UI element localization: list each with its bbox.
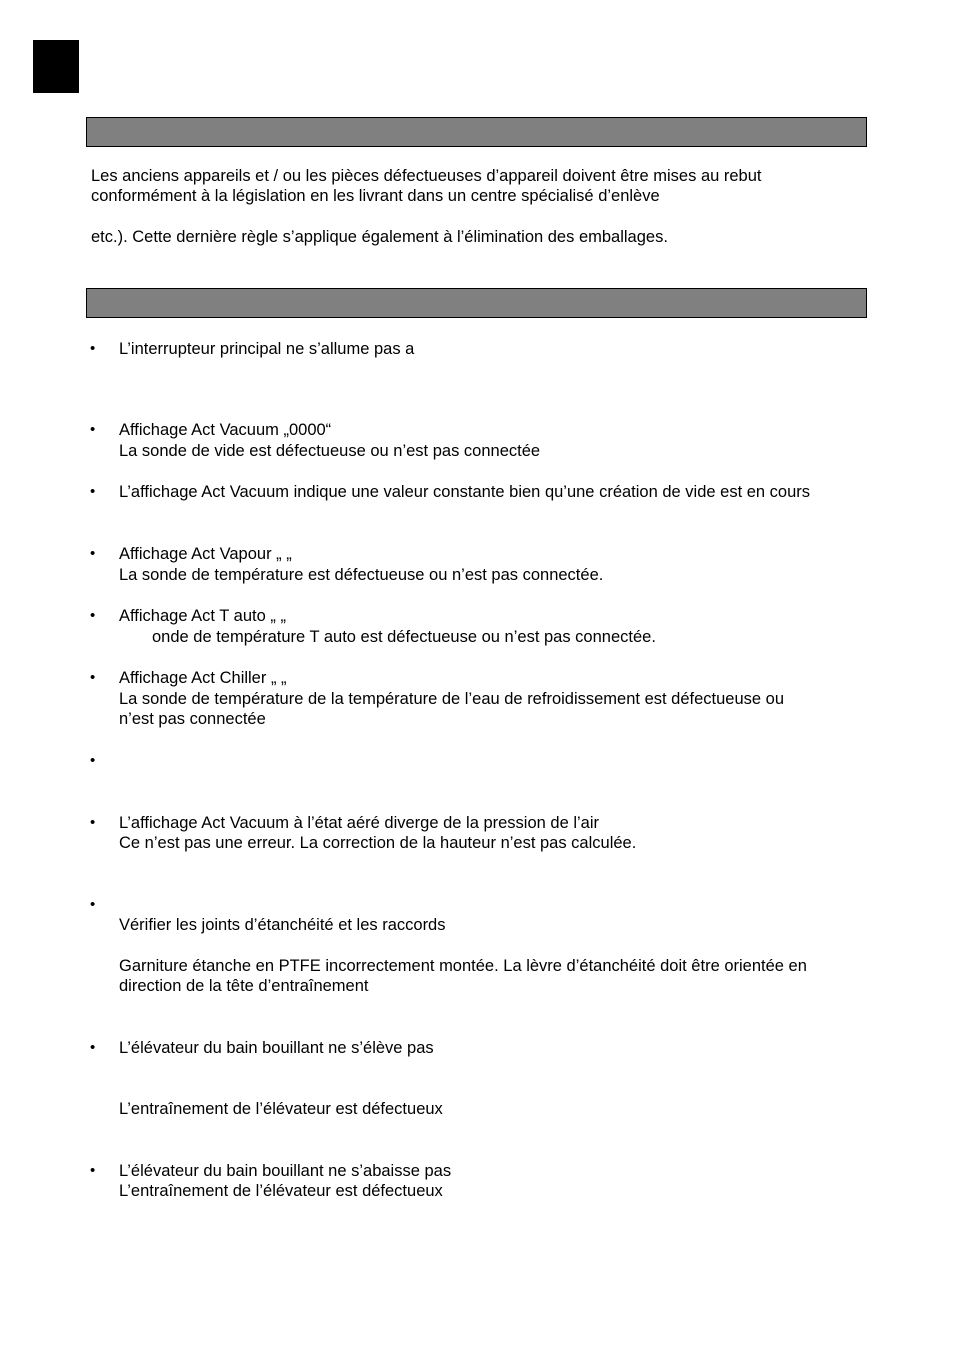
trouble-item-title: L’affichage Act Vacuum indique une valeur constante bien qu’une création de vide est en cours [119, 483, 811, 501]
trouble-item-title: Affichage Act Chiller „ „ [119, 669, 287, 687]
trouble-item-title: L’affichage Act Vacuum à l’état aéré diverge de la pression de l’air [119, 814, 600, 832]
trouble-item-remedy: Garniture étanche en PTFE incorrectement montée. La lèvre d’étanchéité doit être orientée en [119, 957, 807, 975]
list-bullet: • [90, 814, 96, 831]
disposal-text-line: conformément à la législation en les livrant dans un centre spécialisé d’enlève [91, 187, 660, 205]
trouble-item-title: Affichage Act Vapour „ „ [119, 545, 292, 563]
list-bullet: • [90, 1039, 96, 1056]
list-bullet: • [90, 752, 96, 769]
section-header-bar-disposal [86, 117, 867, 147]
section-header-bar-troubleshooting [86, 288, 867, 318]
list-bullet: • [90, 340, 96, 357]
disposal-text-line: etc.). Cette dernière règle s’applique également à l’élimination des emballages. [91, 228, 668, 246]
trouble-item-remedy: Vérifier les joints d’étanchéité et les raccords [119, 916, 446, 934]
trouble-item-remedy: direction de la tête d’entraînement [119, 977, 369, 995]
trouble-item-cause: La sonde de température de la température de l’eau de refroidissement est défectueuse ou [119, 690, 785, 708]
list-bullet: • [90, 669, 96, 686]
trouble-item-title: L’élévateur du bain bouillant ne s’élève pas [119, 1039, 434, 1057]
list-bullet: • [90, 1162, 96, 1179]
trouble-item-title: L’élévateur du bain bouillant ne s’abaisse pas [119, 1162, 452, 1180]
list-bullet: • [90, 483, 96, 500]
trouble-item-cause: n’est pas connectée [119, 710, 266, 728]
language-tab-marker [33, 40, 79, 93]
trouble-item-title: Affichage Act Vacuum „0000“ [119, 421, 332, 439]
trouble-item-title: Affichage Act T auto „ „ [119, 607, 286, 625]
list-bullet: • [90, 896, 96, 913]
trouble-item-cause: La sonde de vide est défectueuse ou n’est pas connectée [119, 442, 541, 460]
trouble-item-cause: Ce n’est pas une erreur. La correction de la hauteur n’est pas calculée. [119, 834, 637, 852]
trouble-item-cause: L’entraînement de l’élévateur est défectueux [119, 1100, 443, 1118]
list-bullet: • [90, 545, 96, 562]
trouble-item-cause: L’entraînement de l’élévateur est défectueux [119, 1182, 443, 1200]
trouble-item-title: L’interrupteur principal ne s’allume pas a [119, 340, 415, 358]
trouble-item-cause: onde de température T auto est défectueuse ou n’est pas connectée. [152, 628, 656, 646]
list-bullet: • [90, 421, 96, 438]
trouble-item-cause: La sonde de température est défectueuse ou n’est pas connectée. [119, 566, 604, 584]
disposal-text-line: Les anciens appareils et / ou les pièces défectueuses d’appareil doivent être mises au rebut [91, 167, 762, 185]
list-bullet: • [90, 607, 96, 624]
